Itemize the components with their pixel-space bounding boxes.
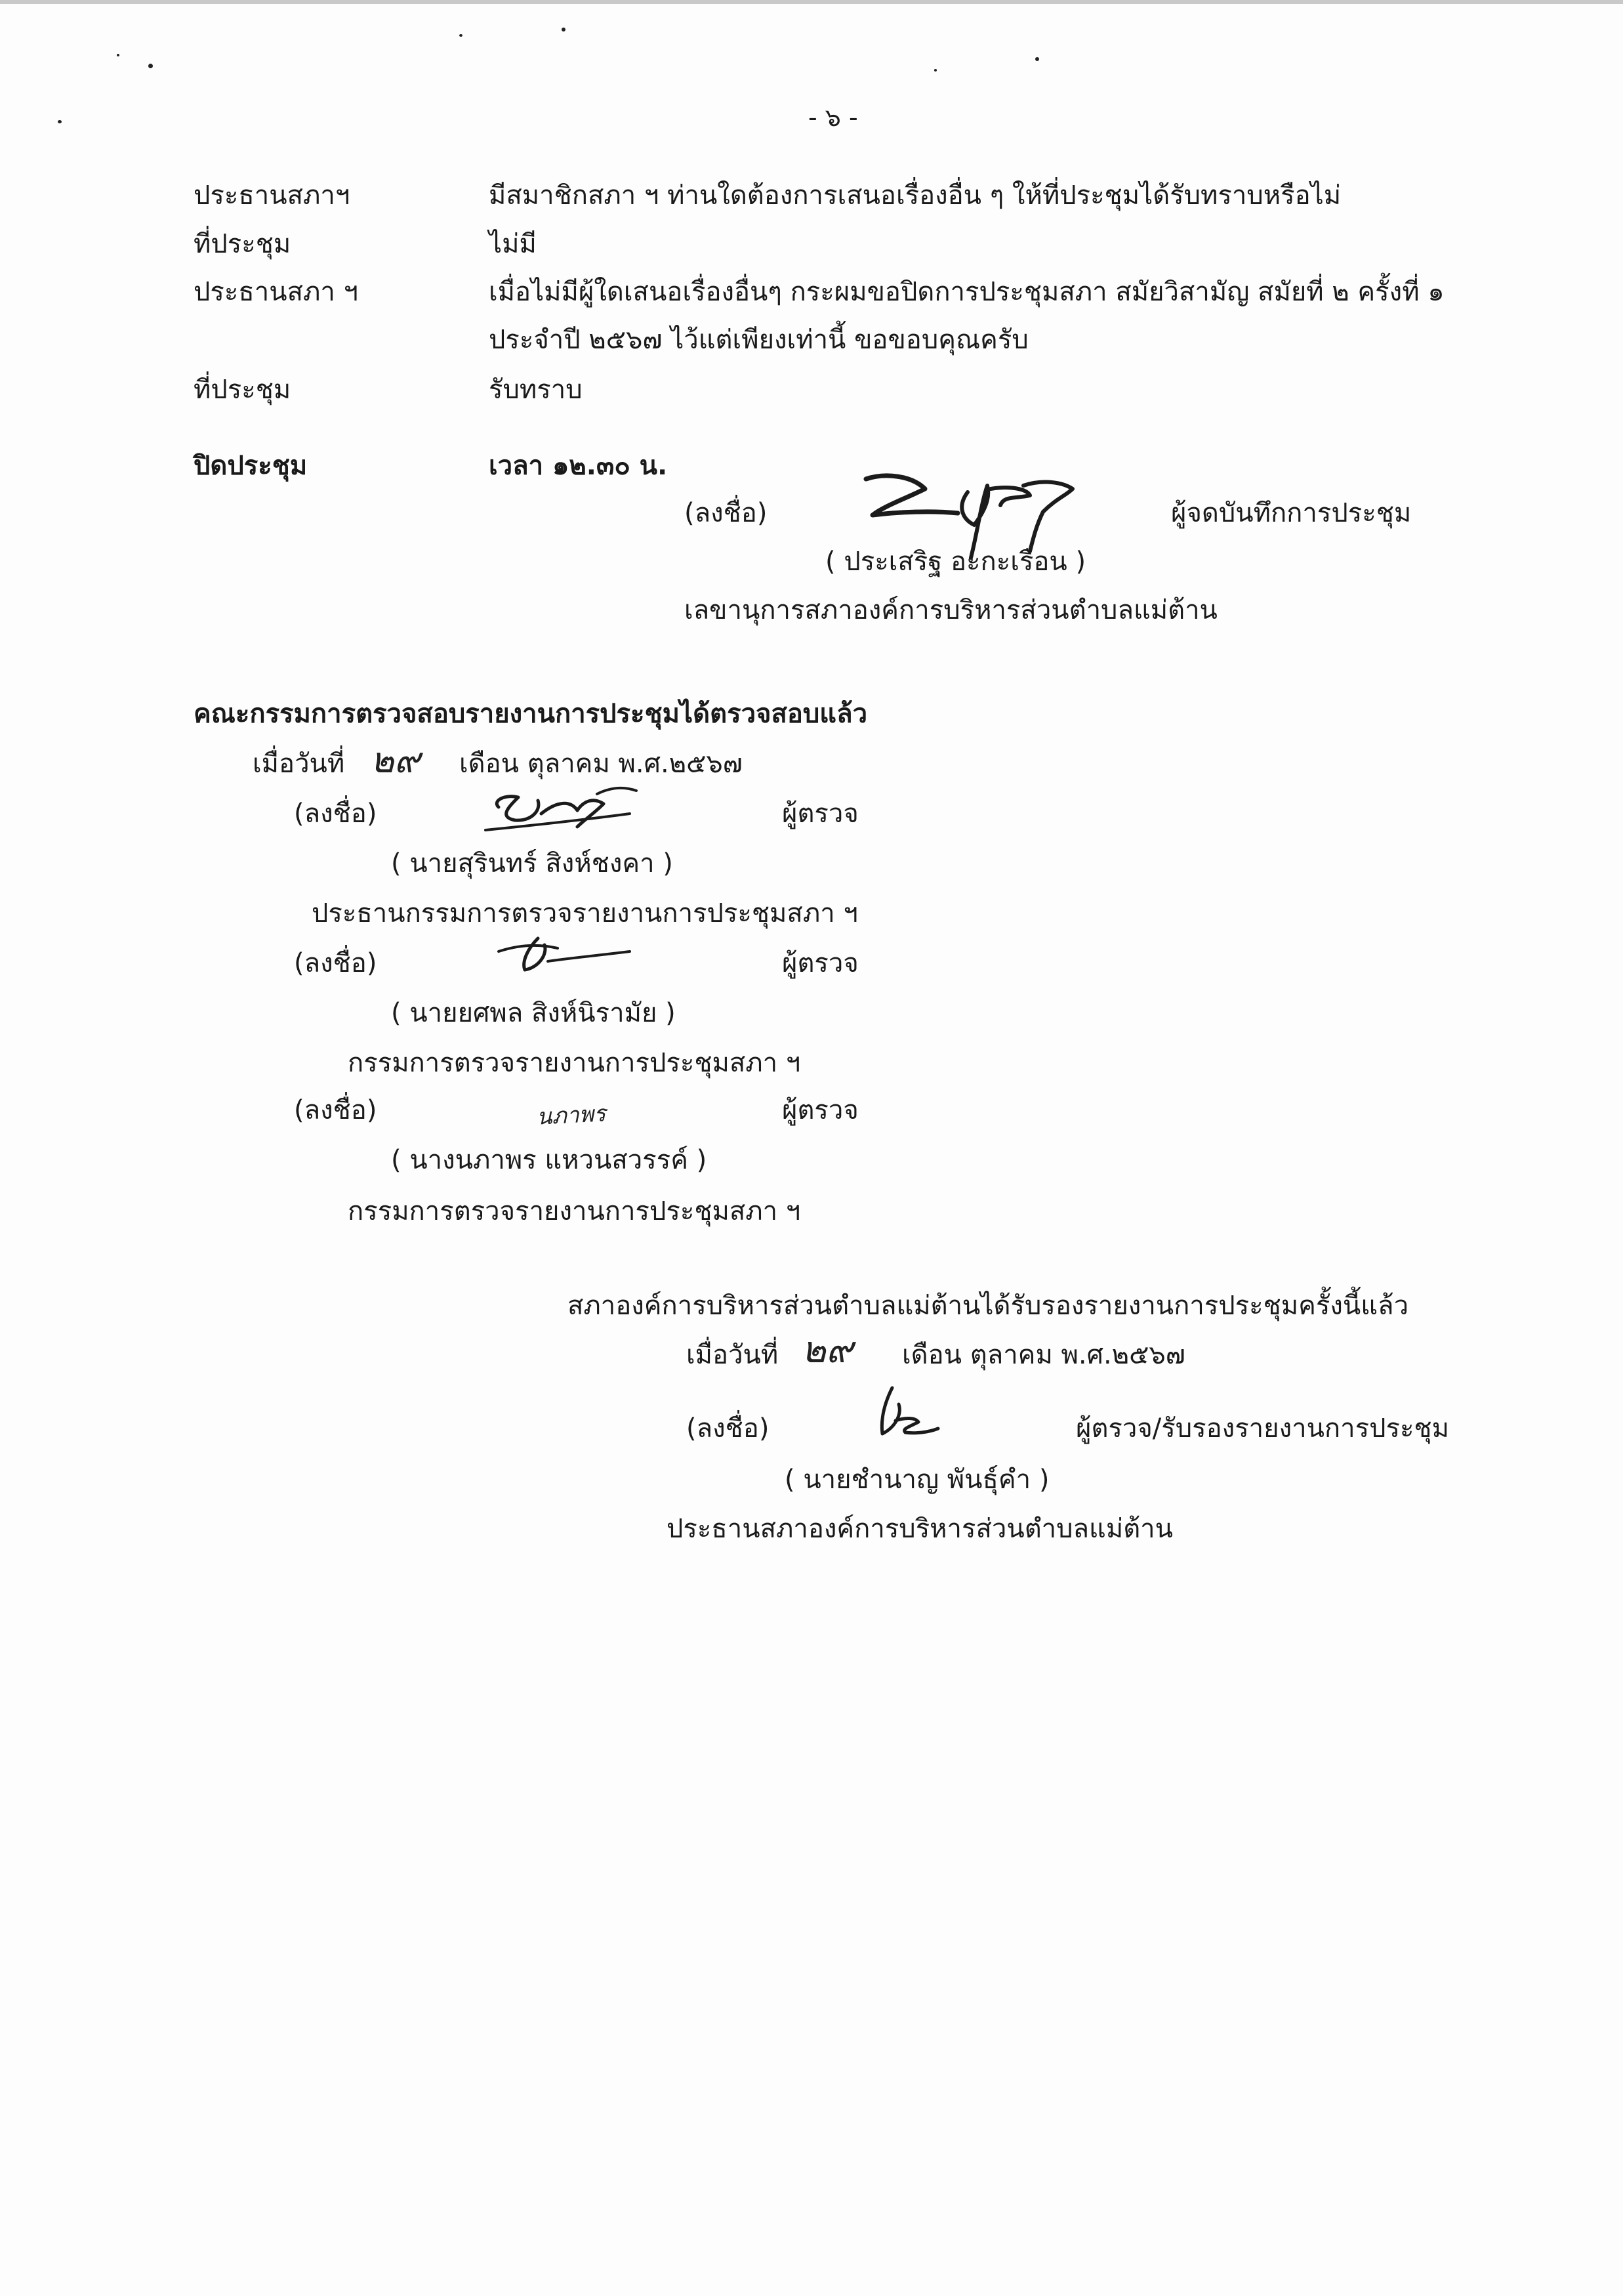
scan-speck [148,64,153,68]
sign-label: (ลงชื่อ) [684,498,768,528]
certification-name: ( นายชำนาญ พันธุ์คำ ) [785,1465,1050,1495]
member-role: ผู้ตรวจ [782,1095,859,1125]
sign-label: (ลงชื่อ) [686,1413,770,1444]
scan-speck [1035,57,1039,61]
sign-label: (ลงชื่อ) [294,799,377,829]
member-name: ( นายยศพล สิงห์นิรามัย ) [391,998,676,1028]
closing-time: เวลา ๑๒.๓๐ น. [489,451,668,481]
certification-statement: สภาองค์การบริหารส่วนตำบลแม่ต้านได้รับรองรายงานการประชุมครั้งนี้แล้ว [567,1291,1409,1321]
member-role: ผู้ตรวจ [782,799,859,829]
certification-date-rest: เดือน ตุลาคม พ.ศ.๒๕๖๗ [902,1340,1185,1370]
committee-date-prefix: เมื่อวันที่ [253,749,345,779]
member-role: ผู้ตรวจ [782,948,859,978]
member-name: ( นายสุรินทร์ สิงห์ชงคา ) [391,848,673,879]
dialogue-text: รับทราบ [489,375,583,405]
member3-signature: นภาพร [536,1100,607,1131]
scan-speck [117,54,119,56]
member-name: ( นางนภาพร แหวนสวรรค์ ) [391,1145,707,1175]
scan-speck [934,69,937,72]
certification-date-prefix: เมื่อวันที่ [686,1340,779,1370]
page-number: - ๖ - [808,103,858,132]
speaker-label: ที่ประชุม [194,375,291,405]
member-position: กรรมการตรวจรายงานการประชุมสภา ฯ [348,1196,801,1226]
scan-speck [58,120,62,123]
dialogue-text: เมื่อไม่มีผู้ใดเสนอเรื่องอื่นๆ กระผมขอปิดการประชุมสภา สมัยวิสามัญ สมัยที่ ๒ ครั้งที่ ๑ [489,277,1445,307]
scan-top-edge [0,0,1623,4]
recorder-role: ผู้จดบันทึกการประชุม [1171,498,1412,528]
dialogue-text: ไม่มี [489,229,537,259]
committee-date-day: ๒๙ [371,740,421,781]
chairman-signature [866,1381,945,1453]
member-position: ประธานกรรมการตรวจรายงานการประชุมสภา ฯ [312,898,858,929]
closing-label: ปิดประชุม [194,451,308,481]
speaker-label: ประธานสภา ฯ [194,277,358,307]
member-position: กรรมการตรวจรายงานการประชุมสภา ฯ [348,1048,801,1078]
scan-speck [562,28,565,31]
certification-position: ประธานสภาองค์การบริหารส่วนตำบลแม่ต้าน [667,1514,1173,1544]
sign-label: (ลงชื่อ) [294,948,377,978]
committee-date-rest: เดือน ตุลาคม พ.ศ.๒๕๖๗ [459,749,743,779]
committee-heading: คณะกรรมการตรวจสอบรายงานการประชุมได้ตรวจสอบแล้ว [194,699,868,729]
speaker-label: ที่ประชุม [194,229,291,259]
certification-date-day: ๒๙ [802,1329,853,1371]
sign-label: (ลงชื่อ) [294,1095,377,1125]
scan-speck [459,34,462,37]
member1-signature [479,781,643,840]
certification-role: ผู้ตรวจ/รับรองรายงานการประชุม [1076,1413,1449,1444]
dialogue-text: มีสมาชิกสภา ฯ ท่านใดต้องการเสนอเรื่องอื่น ๆ ให้ที่ประชุมได้รับทราบหรือไม่ [489,180,1342,211]
recorder-name: ( ประเสริฐ อะกะเรือน ) [825,547,1086,577]
dialogue-text-continued: ประจำปี ๒๕๖๗ ไว้แต่เพียงเท่านี้ ขอขอบคุณครับ [489,325,1029,355]
speaker-label: ประธานสภาฯ [194,180,350,211]
member2-signature [492,932,636,978]
recorder-position: เลขานุการสภาองค์การบริหารส่วนตำบลแม่ต้าน [684,595,1218,625]
